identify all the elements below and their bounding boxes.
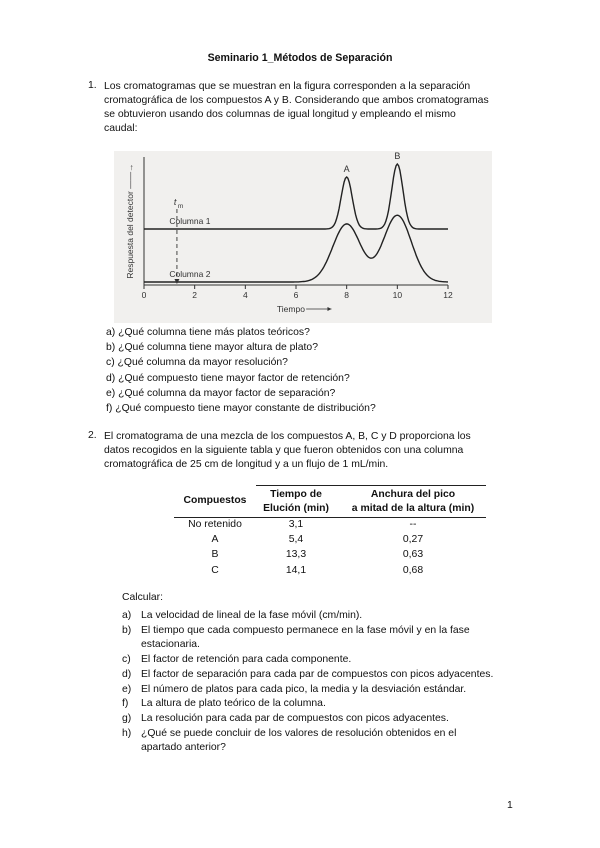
table-row [174, 549, 486, 564]
calc-item-line: apartado anterior? [141, 742, 226, 754]
question-item: c) ¿Qué columna da mayor resolución? [106, 357, 288, 369]
cell-time: 3,1 [288, 519, 304, 530]
table-header-time-line: Elución (min) [263, 503, 329, 514]
calc-item-text [141, 609, 521, 623]
series-label-1: Columna 1 [169, 216, 211, 226]
chromatogram-figure [114, 151, 492, 323]
x-tick-label: 8 [344, 290, 350, 300]
x-tick-label: 10 [392, 290, 403, 300]
cell-width: 0,68 [402, 564, 424, 576]
calc-item-label: f) [122, 698, 129, 710]
problem-1-line: caudal: [104, 123, 138, 134]
page-title: Seminario 1_Métodos de Separación [207, 52, 393, 64]
y-axis-label: Respuesta del detector ——→ [125, 163, 135, 279]
table-top-rule [256, 485, 486, 486]
calc-item-label: e) [122, 683, 132, 695]
calc-item-text [141, 653, 521, 667]
question-item: f) ¿Qué compuesto tiene mayor constante de distribución? [106, 403, 376, 415]
problem-1-line: cromatográfica de los compuestos A y B. Considerando que ambos cromatogramas [104, 95, 489, 106]
calc-item-line: El número de platos para cada pico, la media y la desviación estándar. [141, 683, 467, 695]
table-header-time-line: Tiempo de [270, 489, 322, 500]
calc-item-line: La altura de plato teórico de la columna. [141, 698, 326, 710]
calc-title: Calcular: [122, 592, 163, 603]
cell-time: 14,1 [285, 564, 307, 576]
problem-2-line: datos recogidos en la siguiente tabla y que fueron obtenidos con una columna [104, 445, 464, 456]
table-header-compuestos: Compuestos [183, 495, 247, 506]
problem-1-line: se obtuvieron usando dos columnas de igual longitud y empleando el mismo [104, 109, 456, 120]
cell-compound: A [211, 534, 219, 546]
table-header-width [340, 488, 486, 516]
question-item: d) ¿Qué compuesto tiene mayor factor de retención? [106, 372, 350, 384]
problem-1-number: 1. [88, 80, 97, 91]
question-item: b) ¿Qué columna tiene mayor altura de plato? [106, 342, 318, 354]
calc-item-line: El factor de separación para cada par de compuestos con picos adyacentes. [141, 668, 494, 680]
table-header-rule [174, 517, 486, 518]
table-header-time [256, 488, 336, 516]
problem-2-number: 2. [88, 430, 97, 441]
cell-compound: B [211, 549, 219, 561]
cell-compound: C [211, 564, 219, 576]
table-row [174, 519, 486, 534]
x-axis-label: Tiempo [276, 304, 305, 314]
x-tick-label: 2 [192, 290, 198, 300]
x-axis-arrowhead [327, 307, 331, 311]
calc-item-text [141, 683, 521, 697]
calc-item-line: estacionaria. [141, 639, 200, 650]
chromatogram-chart [114, 151, 492, 323]
calc-item-line: ¿Qué se puede concluir de los valores de resolución obtenidos en el [141, 728, 457, 739]
problem-1-questions [106, 325, 376, 416]
x-tick-label: 6 [293, 290, 299, 300]
table-row [174, 565, 486, 580]
x-tick-label: 4 [242, 290, 248, 300]
question-item: a) ¿Qué columna tiene más platos teóricos? [106, 327, 310, 338]
calc-item-label: c) [122, 654, 131, 665]
calc-item-line: El factor de retención para cada componente. [141, 654, 352, 665]
calc-item-text [141, 624, 521, 652]
table-header-width-line: a mitad de la altura (min) [351, 503, 475, 514]
x-tick-label: 12 [443, 290, 453, 300]
problem-2-line: cromatográfica de 25 cm de longitud y a un flujo de 1 mL/min. [104, 459, 389, 470]
problem-2-statement [104, 430, 524, 472]
calc-item-label: a) [122, 610, 132, 621]
table-row [174, 534, 486, 549]
cell-compound: No retenido [188, 519, 242, 530]
page-number: 1 [507, 800, 513, 811]
peak-label-B: B [394, 151, 401, 161]
cell-width: 0,63 [402, 549, 424, 561]
question-item: e) ¿Qué columna da mayor factor de separación? [106, 387, 336, 399]
tm-subscript: m [177, 203, 184, 210]
calc-item-label: b) [122, 624, 132, 636]
problem-2-line: El cromatograma de una mezcla de los compuestos A, B, C y D proporciona los [104, 431, 471, 442]
series-label-2: Columna 2 [169, 269, 211, 279]
table-header-width-line: Anchura del pico [370, 489, 456, 500]
calc-item-text [141, 697, 521, 711]
calc-item-label: h) [122, 728, 132, 739]
cell-time: 13,3 [285, 549, 307, 561]
problem-1-line: Los cromatogramas que se muestran en la figura corresponden a la separación [104, 81, 471, 92]
tm-label: t [173, 197, 177, 207]
cell-width: -- [409, 519, 417, 530]
calc-item-line: El tiempo que cada compuesto permanece en la fase móvil y en la fase [141, 624, 470, 636]
cell-width: 0,27 [402, 534, 424, 546]
calc-item-text [141, 668, 521, 682]
calc-item-line: La velocidad de lineal de la fase móvil (cm/min). [141, 610, 363, 621]
peak-label-A: A [343, 164, 350, 174]
calc-item-label: g) [122, 713, 132, 725]
x-tick-label: 0 [141, 290, 147, 300]
cell-time: 5,4 [288, 534, 304, 546]
problem-1-statement [104, 80, 524, 136]
calc-item-text [141, 712, 521, 726]
calc-item-text [141, 727, 521, 755]
calc-item-label: d) [122, 668, 132, 680]
calc-item-line: La resolución para cada par de compuestos con picos adyacentes. [141, 713, 449, 725]
